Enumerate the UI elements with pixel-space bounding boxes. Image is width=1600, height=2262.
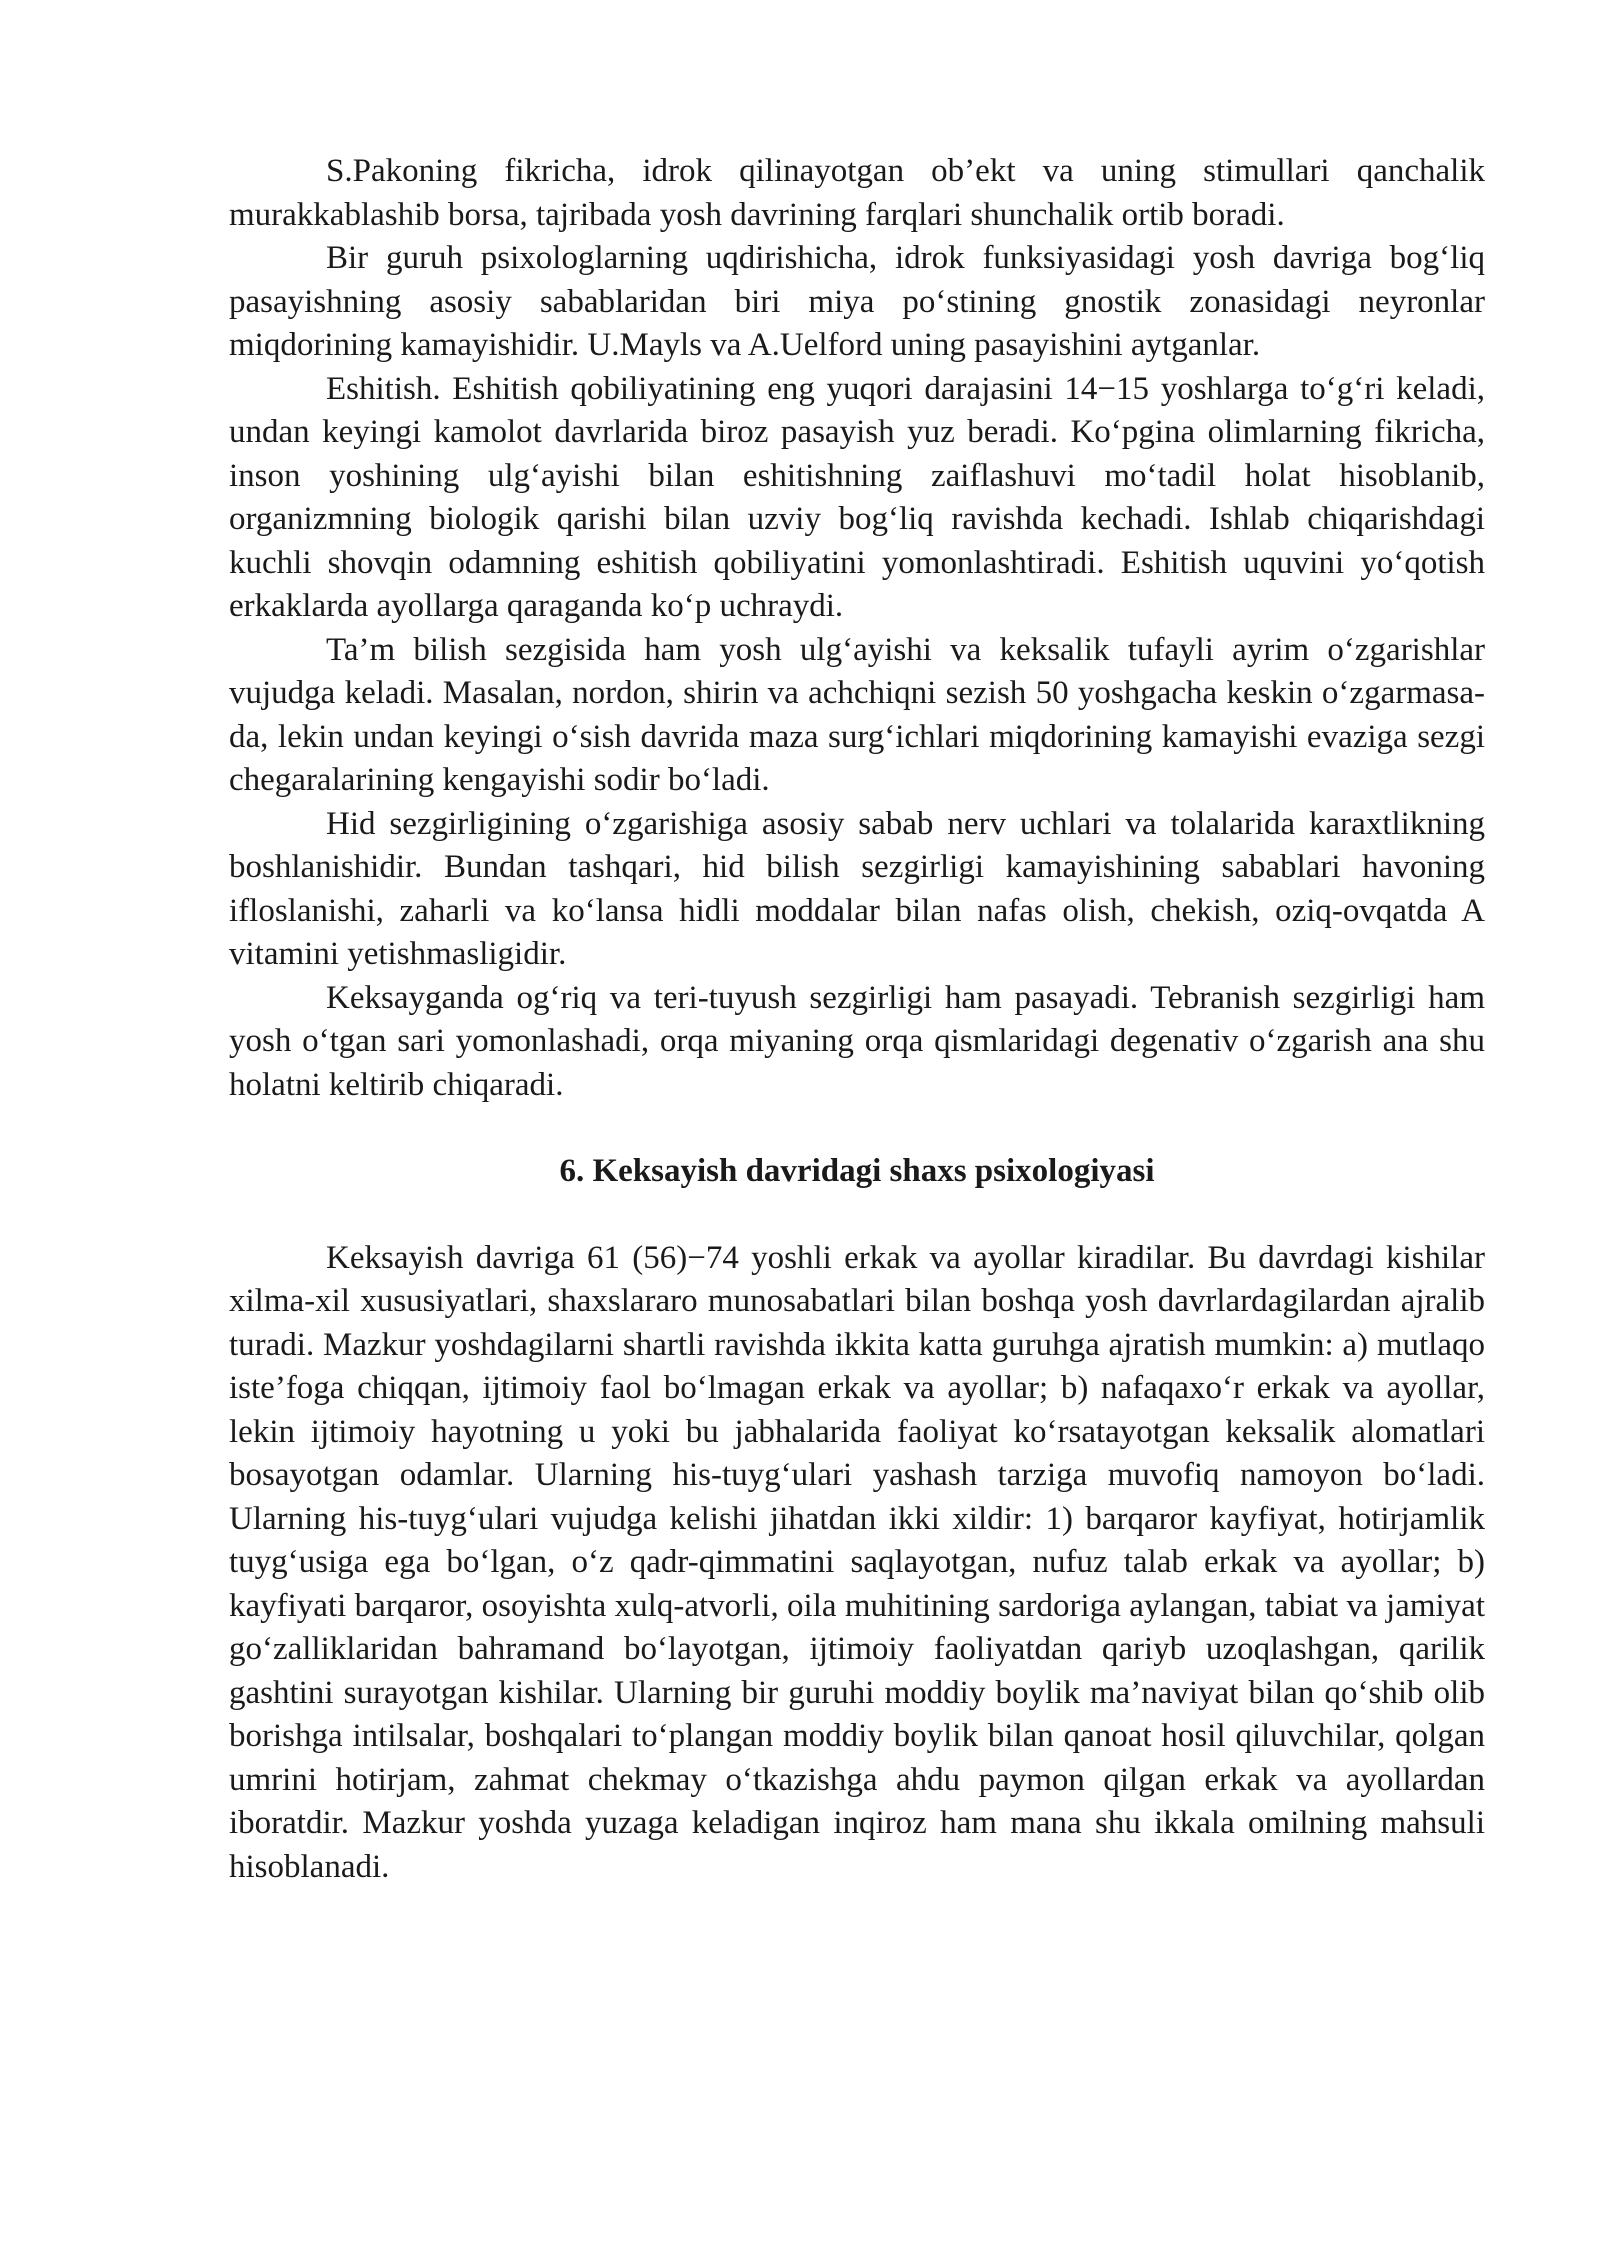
paragraph-old-age: Keksayish davriga 61 (56)−74 yoshli erkak va ayollar kiradilar. Bu davrdagi kishilar xilma-xil xususiyatlari, shaxslararo munosabatlari bilan boshqa yosh davrlardagilardan ajralib turadi. Mazkur yoshdagilarni shartli ravishda ikkita katta guruhga ajratish mumkin: a) mutlaqo iste’foga chiqqan, ijtimoiy faol bo‘lmagan erkak va ayollar; b) nafaqaxo‘r erkak va ayollar, lekin ijtimoiy hayotning u yoki bu jabhalarida faoliyat ko‘rsatayotgan keksalik alomatlari bosayotgan odamlar. Ularning his-tuyg‘ulari yashash tarziga muvofiq namoyon bo‘ladi. Ularning his-tuyg‘ulari vujudga kelishi jihatdan ikki xildir: 1) barqaror kayfiyat, hotirjamlik tuyg‘usiga ega bo‘lgan, o‘z qadr-qimmatini saqlayotgan, nufuz talab erkak va ayollar; b) kayfiyati barqaror, osoyishta xulq-atvorli, oila muhitining sardoriga aylangan, tabiat va jamiyat go‘zalliklaridan bahramand bo‘layotgan, ijtimoiy faoliyatdan qariyb uzoqlashgan, qarilik gashtini surayotgan kishilar. Ularning bir guruhi moddiy boylik ma’naviyat bilan qo‘shib olib borishga intilsalar, boshqalari to‘plangan moddiy boylik bilan qanoat hosil qiluvchilar, qolgan umrini hotirjam, zahmat chekmay o‘tkazishga ahdu paymon qilgan erkak va ayollardan iboratdir. Mazkur yoshda yuzaga keladigan inqiroz ham mana shu ikkala omilning mahsuli hisoblanadi. xyxy=(229,1239,1485,1885)
section-heading: 6. Keksayish davridagi shaxs psixologiyasi xyxy=(559,1153,1155,1189)
document-page xyxy=(229,150,1485,1889)
paragraph-pako: S.Pakoning fikricha, idrok qilinayotgan ob’ekt va uning stimullari qanchalik murakkablashib borsa, tajribada yosh davrining farqlari shunchalik ortib boradi. xyxy=(229,153,1485,233)
paragraph-psychologists: Bir guruh psixologlarning uqdirishicha, idrok funksiyasidagi yosh davriga bog‘liq pasayishning asosiy sabablaridan biri miya po‘stining gnostik zonasidagi neyronlar miqdorining kamayishidir. U.Mayls va A.Uelford uning pasayishini aytganlar. xyxy=(229,240,1485,363)
paragraph-taste: Ta’m bilish sezgisida ham yosh ulg‘ayishi va keksalik tufayli ayrim o‘zgarishlar vujudga keladi. Masalan, nordon, shirin va achchiqni sezish 50 yoshgacha keskin o‘zgarmasa-da, lekin undan keyingi o‘sish davrida maza surg‘ichlari miqdorining kamayishi evaziga sezgi chegaralarining kengayishi sodir bo‘ladi. xyxy=(229,631,1485,798)
paragraph-hearing: Eshitish. Eshitish qobiliyatining eng yuqori darajasini 14−15 yoshlarga to‘g‘ri keladi, undan keyingi kamolot davrlarida biroz pasayish yuz beradi. Ko‘pgina olimlarning fikricha, inson yoshining ulg‘ayishi bilan eshitishning zaiflashuvi mo‘tadil holat hisoblanib, organizmning biologik qarishi bilan uzviy bog‘liq ravishda kechadi. Ishlab chiqarishdagi kuchli shovqin odamning eshitish qobiliyatini yomonlashtiradi. Eshitish uquvini yo‘qotish erkaklarda ayollarga qaraganda ko‘p uchraydi. xyxy=(229,370,1485,624)
paragraph-smell: Hid sezgirligining o‘zgarishiga asosiy sabab nerv uchlari va tolalarida karaxtlikning boshlanishidir. Bundan tashqari, hid bilish sezgirligi kamayishining sabablari havoning ifloslanishi, zaharli va ko‘lansa hidli moddalar bilan nafas olish, chekish, oziq-ovqatda A vitamini yetishmasligidir. xyxy=(229,805,1485,972)
paragraph-pain-touch: Keksayganda og‘riq va teri-tuyush sezgirligi ham pasayadi. Tebranish sezgirligi ham yosh o‘tgan sari yomonlashadi, orqa miyaning orqa qismlaridagi degenativ o‘zgarish ana shu holatni keltirib chiqaradi. xyxy=(229,979,1485,1103)
